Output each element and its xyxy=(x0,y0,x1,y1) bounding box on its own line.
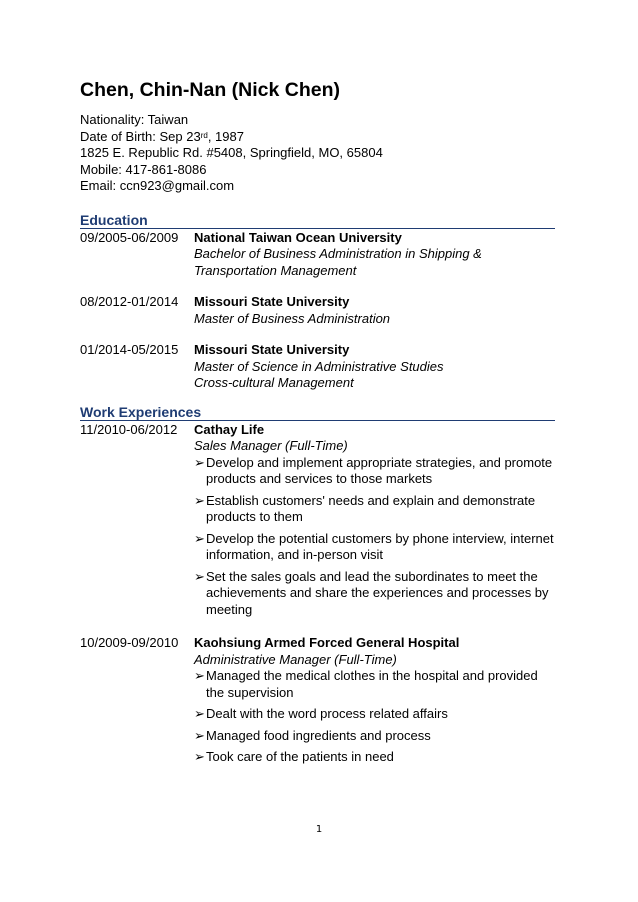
degree-line: Cross-cultural Management xyxy=(194,375,354,390)
duty-text: Develop the potential customers by phone interview, internet information, and in-person visit xyxy=(206,530,554,562)
email: Email: ccn923@gmail.com xyxy=(80,178,235,193)
entry-body xyxy=(194,635,555,771)
resume-page xyxy=(80,78,555,771)
school-name: Missouri State University xyxy=(194,294,350,309)
duty-text: Develop and implement appropriate strategies, and promote products and services to those markets xyxy=(206,454,553,486)
education-entry xyxy=(80,342,555,392)
arrow-bullet-icon: ➢ xyxy=(194,454,205,470)
entry-body xyxy=(194,230,555,280)
contact-block xyxy=(80,112,555,195)
entry-date: 01/2014-05/2015 xyxy=(80,342,179,357)
duty-text: Set the sales goals and lead the subordinates to meet the achievements and share the experiences and processes by meeting xyxy=(206,568,549,617)
entry-date: 09/2005-06/2009 xyxy=(80,229,179,245)
arrow-bullet-icon: ➢ xyxy=(194,568,205,584)
degree-line: Transportation Management xyxy=(194,262,357,278)
mobile: Mobile: 417-861-8086 xyxy=(80,161,207,177)
resume-name: Chen, Chin-Nan (Nick Chen) xyxy=(80,79,341,101)
nationality: Nationality: Taiwan xyxy=(80,112,189,127)
duty-text: Establish customers' needs and explain and demonstrate products to them xyxy=(206,492,536,524)
education-entry xyxy=(80,230,555,280)
duty-list xyxy=(194,455,555,619)
degree-line: Master of Science in Administrative Studies xyxy=(194,358,444,374)
duty-text: Dealt with the word process related affairs xyxy=(206,706,448,721)
degree-line: Bachelor of Business Administration in Shipping & xyxy=(194,246,482,261)
arrow-bullet-icon: ➢ xyxy=(194,727,205,743)
entry-body xyxy=(194,342,555,392)
company-name: Kaohsiung Armed Forced General Hospital xyxy=(194,635,460,650)
dob-prefix: Date of Birth: Sep 23 xyxy=(80,128,201,144)
arrow-bullet-icon: ➢ xyxy=(194,749,205,764)
duty-text: Managed the medical clothes in the hospital and provided the supervision xyxy=(206,668,538,700)
education-heading: Education xyxy=(80,212,555,229)
duty-text: Managed food ingredients and process xyxy=(206,727,431,743)
arrow-bullet-icon: ➢ xyxy=(194,706,205,721)
date-of-birth xyxy=(80,129,555,146)
page-number: 1 xyxy=(315,824,323,835)
list-item xyxy=(194,531,555,564)
arrow-bullet-icon: ➢ xyxy=(194,530,205,546)
address: 1825 E. Republic Rd. #5408, Springfield, MO, 65804 xyxy=(80,145,383,160)
entry-date: 11/2010-06/2012 xyxy=(80,421,178,437)
degree-line: Master of Business Administration xyxy=(194,310,391,326)
list-item xyxy=(194,493,555,526)
entry-body xyxy=(194,294,555,327)
list-item xyxy=(194,668,555,701)
job-role: Administrative Manager (Full-Time) xyxy=(194,651,397,667)
entry-date: 08/2012-01/2014 xyxy=(80,294,179,309)
work-experiences-heading: Work Experiences xyxy=(80,404,555,421)
entry-date: 10/2009-09/2010 xyxy=(80,635,179,650)
entry-body xyxy=(194,422,555,624)
list-item xyxy=(194,749,555,766)
job-role: Sales Manager (Full-Time) xyxy=(194,438,348,453)
school-name: National Taiwan Ocean University xyxy=(194,229,402,245)
list-item xyxy=(194,455,555,488)
list-item xyxy=(194,569,555,619)
arrow-bullet-icon: ➢ xyxy=(194,492,205,508)
work-entry xyxy=(80,422,555,624)
dob-superscript: rd xyxy=(200,130,208,140)
list-item xyxy=(194,728,555,745)
duty-list xyxy=(194,668,555,766)
education-entry xyxy=(80,294,555,327)
company-name: Cathay Life xyxy=(194,421,265,437)
work-entry xyxy=(80,635,555,771)
arrow-bullet-icon: ➢ xyxy=(194,668,205,683)
duty-text: Took care of the patients in need xyxy=(206,749,394,764)
dob-suffix: , 1987 xyxy=(207,128,244,144)
school-name: Missouri State University xyxy=(194,342,350,357)
list-item xyxy=(194,706,555,723)
